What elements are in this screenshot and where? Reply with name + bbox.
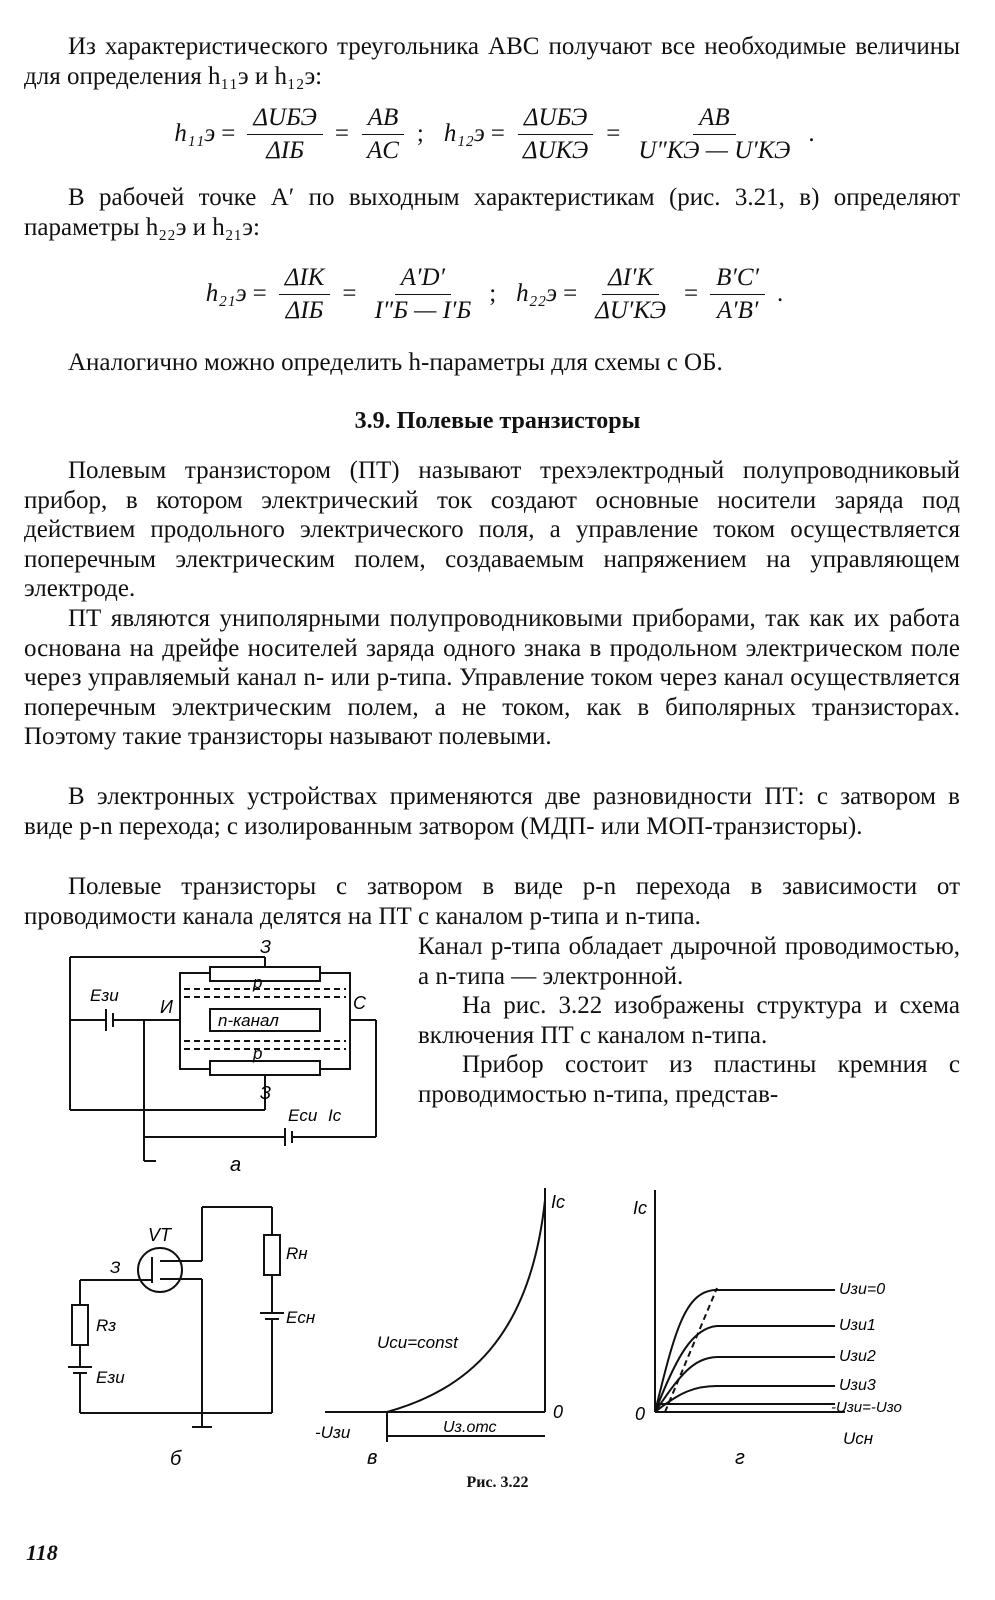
eq-sign: = [563, 280, 578, 307]
frac-ab-ac [361, 104, 405, 165]
fig-a-gate-bottom: З [260, 1083, 272, 1103]
frac-dUbe-dIb [247, 104, 323, 165]
eq-sign: = [490, 120, 505, 147]
eq-sign: = [334, 120, 349, 147]
frac-num: AB [693, 104, 736, 135]
frac-num: ΔUБЭ [518, 104, 594, 135]
frac-num: ΔI′К [602, 264, 659, 295]
paragraph-6: В электронных устройствах применяются две разновидности ПТ: с затвором в виде p-n перехода; с изолированным затвором (МДП- или МОП-транзисторы). [24, 783, 960, 840]
figure-a-structure [60, 935, 410, 1175]
fig-g-curve-3: Uзи3 [839, 1377, 876, 1394]
fig-g-ucn: Uсн [843, 1429, 874, 1448]
fig-b-ezn: Eзи [96, 1368, 125, 1387]
frac-den: AC [366, 136, 399, 164]
fig-v-curve: Uси=const [377, 1333, 458, 1352]
frac-dIk-dIb [279, 264, 331, 325]
fig-v-u-zi: -Uзи [315, 1423, 351, 1442]
frac-ab-uke [632, 104, 796, 165]
frac-dUbe-dUke [517, 104, 594, 165]
fig-a-source: И [160, 997, 173, 1017]
eq-sign: = [342, 280, 357, 307]
frac-den: ΔIБ [266, 136, 304, 164]
paragraph-8: Канал p-типа обладает дырочной проводимостью, а n-типа — электронной. [418, 933, 960, 990]
page-number: 118 [26, 1540, 58, 1565]
paragraph-9: На рис. 3.22 изображены структура и схема включения ПТ с каналом n-типа. [418, 992, 960, 1049]
frac-den: ΔU′КЭ [595, 296, 667, 324]
fig-g-label: г [735, 1447, 745, 1469]
eq-sign: = [606, 120, 621, 147]
equation-h21-h22 [0, 256, 995, 332]
period: . [808, 120, 815, 147]
fig-a-gate-top: З [260, 937, 272, 957]
frac-num: B′C′ [710, 264, 765, 295]
eq-h22: h₂₂э [516, 280, 558, 307]
eq-h12: h₁₂э [443, 120, 485, 147]
frac-den: ΔIБ [285, 296, 324, 324]
fig-v-label: в [367, 1447, 378, 1469]
paragraph-5: ПТ являются униполярными полупроводниковыми приборами, так как их работа основана на дрейфе носителей заряда одного знака в продольном электрическом поле через управляемый канал n- или p-типа. Управление током через канал осуществляется поперечным электрическим полем, а не током, как в биполярных транзисторах. Поэтому такие транзисторы называют полевыми. [24, 605, 960, 750]
fig-a-e-gate: Eзи [90, 986, 119, 1005]
frac-den: A′B′ [716, 296, 759, 324]
fig-a-i-drain: Iс [328, 1106, 342, 1125]
frac-num: ΔUБЭ [247, 104, 323, 135]
eq-h21: h₂₁э [205, 280, 247, 307]
fig-g-ic: Iс [633, 1198, 648, 1218]
fig-v-zero: 0 [553, 1402, 564, 1422]
fig-b-label: б [170, 1448, 182, 1470]
figure-b-circuit [60, 1195, 320, 1475]
section-heading: 3.9. Полевые транзисторы [354, 408, 641, 434]
paragraph-1: Из характеристического треугольника ABC получают все необходимые величины для определения h₁₁э и h₁₂э: [24, 33, 960, 90]
fig-a-label: а [230, 1154, 242, 1175]
frac-ad [368, 264, 477, 325]
fig-g-curve-0: Uзи=0 [839, 1281, 886, 1298]
fig-b-ecn: Eсн [286, 1308, 316, 1327]
period: . [777, 280, 784, 307]
fig-b-rn: Rн [286, 1244, 308, 1263]
figure-g-output [625, 1180, 955, 1470]
paragraph-2: В рабочей точке A′ по выходным характеристикам (рис. 3.21, в) определяют параметры h₂₂э и h₂₁э: [24, 184, 960, 241]
equation-h11-h12 [0, 98, 995, 170]
figure-v-transfer [315, 1180, 605, 1470]
paragraph-3: Аналогично можно определить h-параметры для схемы с ОБ. [68, 349, 723, 376]
fig-b-vt: VT [148, 1225, 172, 1245]
frac-dIk-dUke [589, 264, 672, 325]
separator: ; [489, 280, 497, 307]
frac-num: AB [362, 104, 405, 135]
fig-g-curve-1: Uзи1 [839, 1317, 876, 1334]
fig-v-u-cut: Uз.отс [443, 1419, 497, 1436]
eq-sign: = [221, 120, 236, 147]
eq-sign: = [684, 280, 699, 307]
fig-b-rz: Rз [96, 1316, 117, 1335]
fig-g-zero: 0 [635, 1404, 646, 1424]
fig-a-channel: n-канал [218, 1011, 279, 1030]
frac-num: A′D′ [395, 264, 451, 295]
fig-a-drain: С [353, 993, 366, 1013]
frac-den: I″Б — I′Б [374, 296, 472, 324]
wrapped-text-block [418, 932, 960, 1109]
frac-bc-ab [710, 264, 765, 325]
frac-den: ΔUКЭ [522, 136, 589, 164]
fig-a-e-drain: Eси [288, 1106, 318, 1125]
separator: ; [416, 120, 424, 147]
fig-a-p-top: p [253, 973, 263, 992]
figure-caption: Рис. 3.22 [466, 1474, 529, 1491]
eq-h11: h₁₁э [174, 120, 216, 147]
paragraph-4: Полевым транзистором (ПТ) называют трехэлектродный полупроводниковый прибор, в котором электрический ток создают основные носители заряда под действием продольного электрического поля, а управление током осуществляется поперечным электрическим полем, создаваемым напряжением на управляющем электроде. [24, 457, 960, 602]
fig-g-curve-2: Uзи2 [839, 1348, 876, 1365]
fig-a-p-bottom: p [253, 1044, 263, 1063]
eq-sign: = [252, 280, 267, 307]
paragraph-7: Полевые транзисторы с затвором в виде p-n перехода в зависимости от проводимости канала делятся на ПТ с каналом p-типа и n-типа. [24, 873, 960, 930]
fig-b-gate: З [110, 1258, 121, 1277]
paragraph-10: Прибор состоит из пластины кремния с проводимостью n-типа, представ- [418, 1051, 960, 1108]
fig-v-ic: Iс [551, 1192, 566, 1212]
fig-g-curve-4: -Uзи=-Uзо [831, 1399, 902, 1416]
frac-den: U″КЭ — U′КЭ [638, 136, 791, 164]
frac-num: ΔIК [279, 264, 331, 295]
